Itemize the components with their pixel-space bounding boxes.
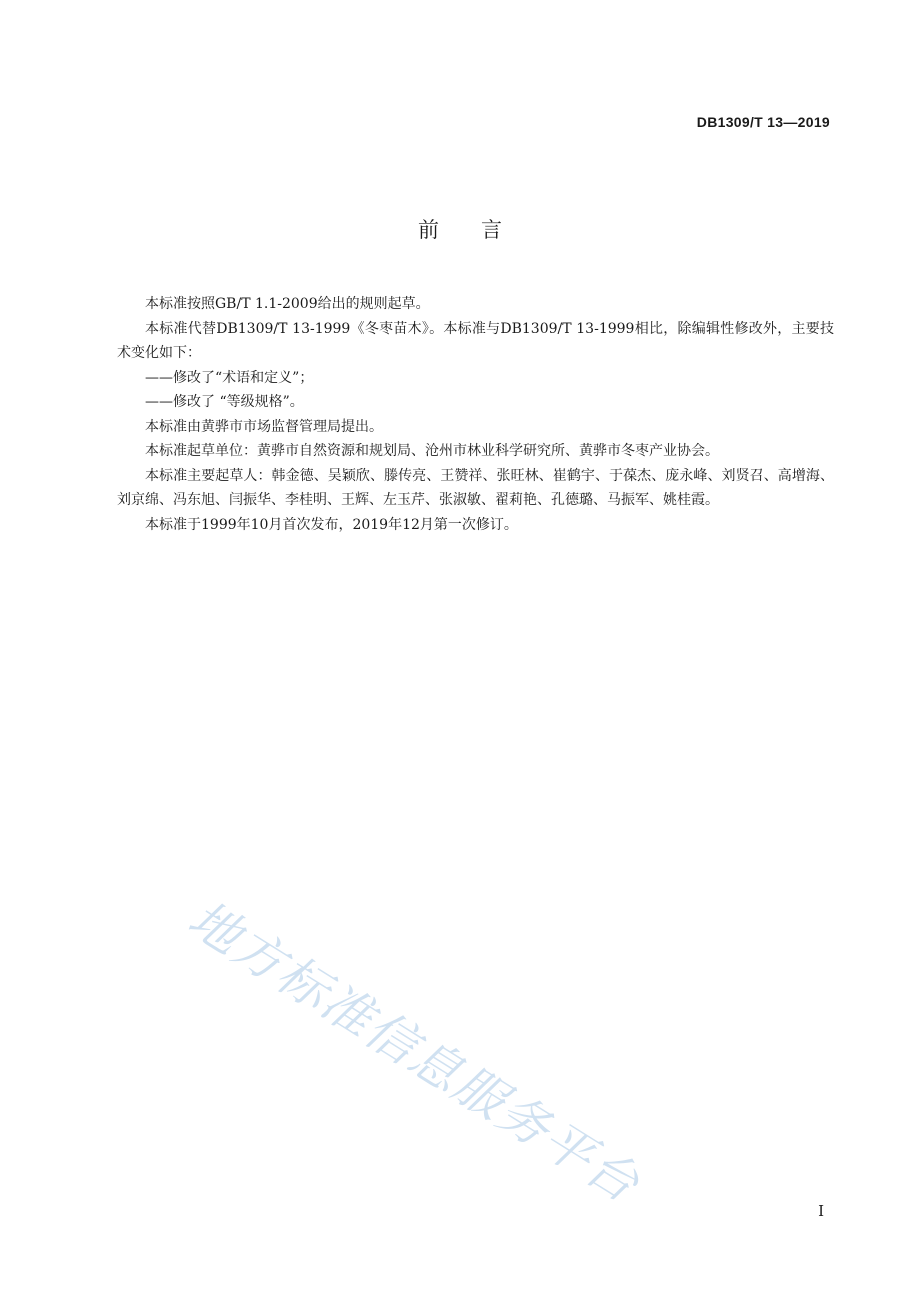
paragraph-drafting-rules: 本标准按照GB/T 1.1-2009给出的规则起草。 [145, 296, 430, 312]
page-number: I [818, 1202, 824, 1220]
paragraph-release-history: 本标准于1999年10月首次发布，2019年12月第一次修订。 [145, 516, 518, 533]
paragraph-proposer: 本标准由黄骅市市场监督管理局提出。 [145, 418, 383, 435]
change-item-grades: ——修改了 “等级规格”。 [145, 394, 304, 410]
watermark: 地方标准信息服务平台 [178, 889, 651, 1215]
paragraph-drafting-units: 本标准起草单位：黄骅市自然资源和规划局、沧州市林业科学研究所、黄骅市冬枣产业协会。 [145, 443, 719, 459]
foreword-body [117, 292, 834, 537]
paragraph-drafters: 本标准主要起草人：韩金德、吴颖欣、滕传亮、王赞祥、张旺林、崔鹤宇、于葆杰、庞永峰、刘贤召、高增海、刘京绵、冯东旭、闫振华、李桂明、王辉、左玉芹、张淑敏、翟莉艳、孔德璐、马振军、姚桂霞。 [117, 467, 834, 508]
document-code: DB1309/T 13—2019 [696, 114, 830, 130]
page-title: 前言 [418, 218, 544, 242]
paragraph-replacement: 本标准代替DB1309/T 13-1999《冬枣苗木》。本标准与DB1309/T 13-1999相比，除编辑性修改外，主要技术变化如下： [117, 320, 834, 361]
change-item-terms: ——修改了“术语和定义”； [145, 369, 314, 386]
